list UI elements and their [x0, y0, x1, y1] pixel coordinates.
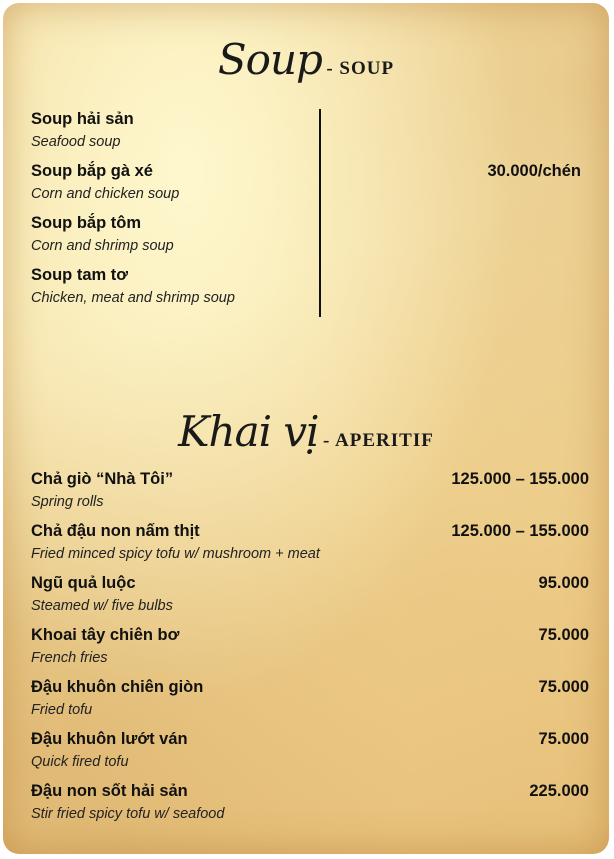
soup-item-name: Soup bắp gà xé	[31, 162, 153, 180]
aperitif-item-name: Đậu khuôn lướt ván	[31, 730, 188, 748]
aperitif-item-price: 125.000 – 155.000	[451, 470, 589, 488]
aperitif-section-title	[3, 407, 609, 456]
menu-page	[3, 3, 609, 854]
aperitif-item	[31, 625, 179, 667]
aperitif-item-desc: Fried tofu	[31, 702, 93, 718]
soup-title-script: Soup	[217, 35, 322, 84]
soup-title-caps: - SOUP	[326, 58, 395, 79]
aperitif-item-name: Chả đậu non nấm thịt	[31, 522, 200, 540]
aperitif-title-script: Khai vị	[178, 407, 319, 456]
aperitif-item-desc: Spring rolls	[31, 494, 104, 510]
aperitif-item-price: 125.000 – 155.000	[451, 522, 589, 540]
aperitif-item-desc: Stir fried spicy tofu w/ seafood	[31, 806, 225, 822]
aperitif-item-name: Chả giò “Nhà Tôi”	[31, 470, 174, 488]
aperitif-item-name: Ngũ quả luộc	[31, 574, 136, 592]
soup-item-desc: Corn and chicken soup	[31, 186, 180, 202]
aperitif-item-price: 95.000	[538, 574, 589, 592]
soup-item-desc: Corn and shrimp soup	[31, 238, 174, 254]
aperitif-item-price: 75.000	[538, 730, 589, 748]
aperitif-title-caps: - APERITIF	[323, 430, 434, 451]
aperitif-item-name: Đậu non sốt hải sản	[31, 782, 188, 800]
aperitif-item-desc: Quick fired tofu	[31, 754, 129, 770]
aperitif-item-price: 75.000	[538, 626, 589, 644]
aperitif-item-name: Khoai tây chiên bơ	[31, 626, 180, 644]
aperitif-item-price: 75.000	[538, 678, 589, 696]
aperitif-item	[31, 729, 188, 771]
aperitif-item-price: 225.000	[529, 782, 589, 800]
aperitif-item	[31, 573, 173, 615]
aperitif-item-desc: Steamed w/ five bulbs	[31, 598, 173, 614]
soup-section-title	[3, 35, 609, 84]
aperitif-item-desc: Fried minced spicy tofu w/ mushroom + meat	[31, 546, 320, 562]
soup-item	[31, 265, 235, 307]
aperitif-item	[31, 521, 320, 563]
soup-divider	[319, 109, 321, 317]
aperitif-item-desc: French fries	[31, 650, 108, 666]
soup-item-desc: Chicken, meat and shrimp soup	[31, 290, 235, 306]
soup-item-desc: Seafood soup	[31, 134, 121, 150]
aperitif-item	[31, 469, 173, 511]
soup-item	[31, 161, 179, 203]
aperitif-item	[31, 677, 203, 719]
soup-item-name: Soup tam tơ	[31, 266, 128, 284]
soup-item-name: Soup bắp tôm	[31, 214, 141, 232]
soup-item	[31, 109, 134, 151]
soup-price: 30.000/chén	[487, 162, 581, 180]
soup-item-name: Soup hải sản	[31, 110, 134, 128]
aperitif-item	[31, 781, 224, 823]
aperitif-item-name: Đậu khuôn chiên giòn	[31, 678, 204, 696]
soup-item	[31, 213, 174, 255]
